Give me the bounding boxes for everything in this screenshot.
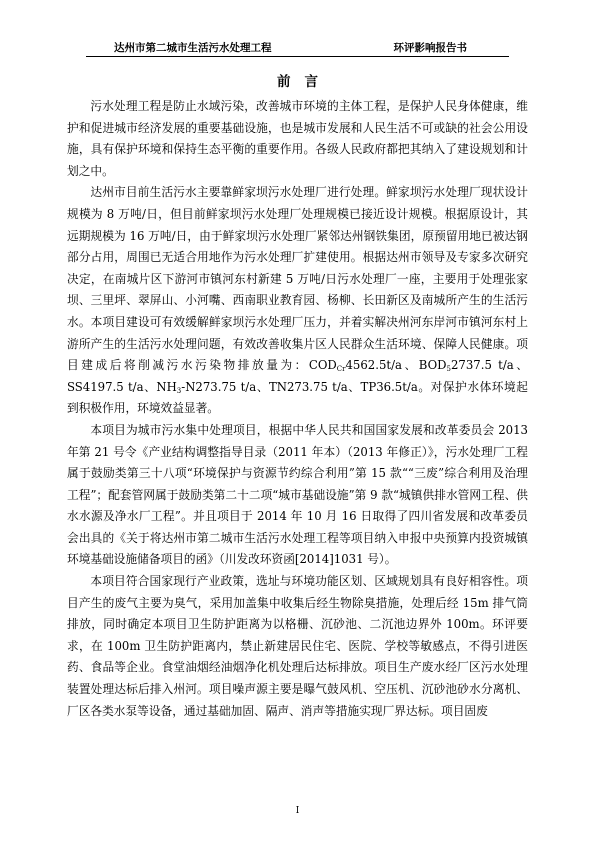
- page-header: [86, 38, 509, 57]
- subscript-3: 3: [176, 386, 182, 395]
- header-report-type: 环评影响报告书: [393, 42, 467, 54]
- paragraph-text: 2737.5 t/a、SS4197.5 t/a、NH: [67, 358, 528, 394]
- paragraph-text: 4562.5t/a、BOD: [345, 358, 447, 373]
- paragraph-current-status: [67, 182, 528, 420]
- header-project-title: 达州市第二城市生活污水处理工程: [114, 42, 272, 54]
- page-title: 前言: [277, 74, 332, 90]
- paragraph-intro: 污水处理工程是防止水域污染，改善城市环境的主体工程，是保护人民身体健康，维护和促进城市经济发展的重要基础设施，也是城市发展和人民生活不可或缺的社会公用设施，具有保护环境和保持生态平衡的重要作用。各级人民政府都把其纳入了建设规划和计划之中。: [67, 99, 528, 178]
- paragraph-text: -N273.75 t/a、TN273.75 t/a、TP36.5t/a。对保护水体环境起到积极作用，环境效益显著。: [67, 379, 528, 416]
- paragraph-text: 达州市目前生活污水主要靠鲜家坝污水处理厂进行处理。鲜家坝污水处理厂现状设计规模为 8 万吨/日，但目前鲜家坝污水处理厂处理规模已接近设计规模。根据原设计，其远期规模为 16 万吨/日，由于鲜家坝污水处理厂紧邻达州钢铁集团，原预留用地已被达钢部分占用，周围已无适合用地作为污水处理厂扩建使用。根据达州市领导及专家多次研究决定，在南城片区下游河市镇河东村新建 5 万吨/日污水处理厂一座，主要用于处理张家坝、三里坪、翠屏山、小河嘴、西南职业教育园、杨柳、长田新区及南城所产生的生活污水。本项目建设可有效缓解鲜家坝污水处理厂压力，并着实解决州河东岸河市镇河东村上游所产生的生活污水处理问题，有效改善收集片区人民群众生活环境、保障人民健康。项目建成后将削减污水污染物排放量为：COD: [67, 185, 528, 373]
- paragraph-compliance: 本项目符合国家现行产业政策，选址与环境功能区划、区域规划具有良好相容性。项目产生的废气主要为臭气，采用加盖集中收集后经生物除臭措施，处理后经 15m 排气筒排放，同时确定本项目卫生防护距离为以格栅、沉砂池、二沉池边界外 100m。环评要求，在 100m 卫生防护距离内，禁止新建居民住宅、医院、学校等敏感点，不得引进医药、食品等企业。食堂油烟经油烟净化机处理后达标排放。项目生产废水经厂区污水处理装置处理达标后排入州河。项目噪声源主要是曝气鼓风机、空压机、沉砂池砂水分离机、厂区各类水泵等设备，通过基础加固、隔声、消声等措施实现厂界达标。项目固废: [67, 574, 528, 718]
- document-body: [67, 96, 528, 722]
- subscript-5: 5: [446, 365, 451, 374]
- page-number: I: [295, 806, 300, 816]
- paragraph-policy: 本项目为城市污水集中处理项目，根据中华人民共和国国家发展和改革委员会 2013 年第 21 号令《产业结构调整指导目录（2011 年本）（2013 年修正）》，污水处理厂工程属于鼓励类第三十八项“环境保护与资源节约综合利用”第 15 款““三废”综合利用及治理工程”；配套管网属于鼓励类第二十二项“城市基础设施”第 9 款“城镇供排水管网工程、供水水源及净水厂工程”。并且项目于 2014 年 10 月 16 日取得了四川省发展和改革委员会出具的《关于将达州市第二城市生活污水处理工程等项目纳入申报中央预算内投资城镇环境基础设施储备项目的函》（川发改环资函[2014]1031 号）。: [67, 422, 528, 567]
- subscript-cr: Cr: [336, 365, 346, 374]
